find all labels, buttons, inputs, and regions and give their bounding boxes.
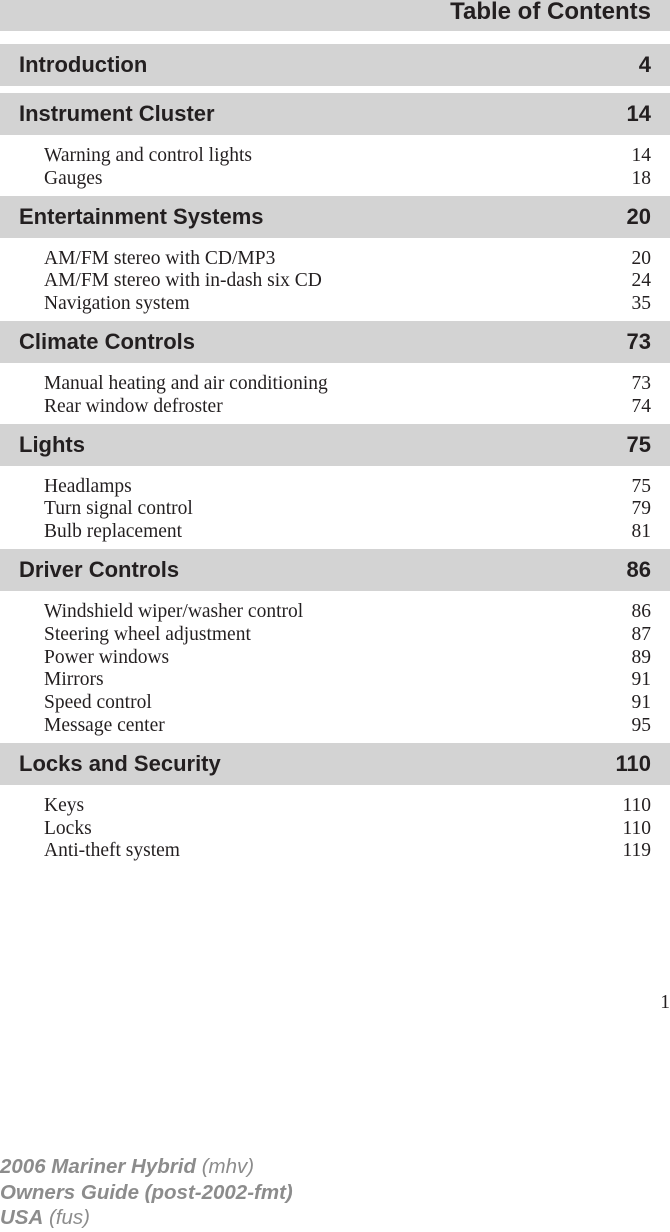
entry-page: 91 bbox=[631, 692, 651, 714]
entry-list bbox=[0, 591, 670, 743]
toc-entry[interactable] bbox=[44, 373, 651, 396]
section-header[interactable] bbox=[0, 743, 670, 785]
entry-page: 86 bbox=[631, 600, 651, 622]
footer-model-code: (mhv) bbox=[201, 1155, 255, 1178]
toc-entry[interactable] bbox=[44, 647, 651, 670]
entry-label: AM/FM stereo with in-dash six CD bbox=[44, 270, 322, 292]
toc-entry[interactable] bbox=[44, 396, 651, 419]
entry-label: Power windows bbox=[44, 646, 170, 668]
toc-entry[interactable] bbox=[44, 498, 651, 521]
footer-market-code: (fus) bbox=[49, 1206, 90, 1229]
entry-page: 79 bbox=[631, 498, 651, 520]
section-page: 75 bbox=[626, 431, 651, 457]
section-page: 4 bbox=[638, 52, 651, 77]
toc-entry[interactable] bbox=[44, 715, 651, 738]
toc-entry[interactable] bbox=[44, 521, 651, 544]
section-header[interactable] bbox=[0, 424, 670, 466]
section-title: Locks and Security bbox=[19, 750, 221, 776]
entry-page: 24 bbox=[631, 270, 651, 292]
section-title: Lights bbox=[19, 431, 85, 457]
page-title: Table of Contents bbox=[450, 0, 651, 25]
entry-page: 35 bbox=[631, 293, 651, 315]
entry-label: Bulb replacement bbox=[44, 521, 183, 543]
section-header[interactable] bbox=[0, 93, 670, 135]
section-title: Climate Controls bbox=[19, 328, 196, 354]
entry-page: 14 bbox=[631, 145, 651, 166]
entry-page: 89 bbox=[631, 646, 651, 668]
section-title: Driver Controls bbox=[19, 556, 180, 582]
entry-page: 119 bbox=[622, 840, 651, 862]
toc-entry[interactable] bbox=[44, 795, 651, 818]
toc-entry[interactable] bbox=[44, 248, 651, 271]
page-number: 1 bbox=[660, 992, 670, 1013]
footer-line-1 bbox=[0, 1154, 293, 1180]
toc-entry[interactable] bbox=[44, 840, 651, 863]
section-header[interactable] bbox=[0, 321, 670, 363]
toc-entry[interactable] bbox=[44, 476, 651, 499]
footer-line-3 bbox=[0, 1205, 293, 1231]
entry-label: Windshield wiper/washer control bbox=[44, 600, 304, 622]
entry-page: 91 bbox=[631, 669, 651, 691]
entry-page: 95 bbox=[631, 714, 651, 736]
entry-page: 81 bbox=[631, 521, 651, 543]
entry-label: Manual heating and air conditioning bbox=[44, 372, 328, 394]
entry-label: Mirrors bbox=[44, 669, 104, 691]
table-of-contents bbox=[0, 44, 670, 868]
footer-guide: Owners Guide (post-2002-fmt) bbox=[0, 1180, 293, 1204]
entry-label: Anti-theft system bbox=[44, 840, 180, 862]
entry-label: Steering wheel adjustment bbox=[44, 623, 251, 645]
entry-list bbox=[0, 466, 670, 549]
section-page: 73 bbox=[626, 328, 651, 354]
section-header[interactable] bbox=[0, 44, 670, 86]
entry-list bbox=[0, 363, 670, 424]
footer-line-2 bbox=[0, 1180, 293, 1206]
entry-label: Turn signal control bbox=[44, 498, 193, 520]
section-title: Instrument Cluster bbox=[19, 101, 215, 126]
section-header[interactable] bbox=[0, 196, 670, 238]
section-page: 86 bbox=[626, 556, 651, 582]
entry-label: Navigation system bbox=[44, 293, 190, 315]
section-title: Introduction bbox=[19, 52, 148, 77]
entry-page: 110 bbox=[622, 794, 651, 816]
entry-list bbox=[0, 785, 670, 868]
entry-label: Message center bbox=[44, 714, 165, 736]
toc-entry[interactable] bbox=[44, 692, 651, 715]
toc-entry[interactable] bbox=[44, 601, 651, 624]
entry-page: 74 bbox=[631, 395, 651, 417]
section-page: 14 bbox=[626, 101, 651, 126]
section-page: 110 bbox=[615, 750, 651, 776]
entry-page: 18 bbox=[631, 167, 651, 189]
section-page: 20 bbox=[626, 203, 651, 229]
toc-entry[interactable] bbox=[44, 624, 651, 647]
entry-list bbox=[0, 238, 670, 321]
toc-entry[interactable] bbox=[44, 293, 651, 316]
toc-entry[interactable] bbox=[44, 168, 651, 191]
entry-label: Rear window defroster bbox=[44, 395, 223, 417]
entry-label: Gauges bbox=[44, 167, 103, 189]
toc-entry[interactable] bbox=[44, 669, 651, 692]
entry-label: Headlamps bbox=[44, 475, 132, 497]
entry-page: 73 bbox=[631, 372, 651, 394]
entry-page: 20 bbox=[631, 247, 651, 269]
toc-entry[interactable] bbox=[44, 818, 651, 841]
footer-model: 2006 Mariner Hybrid bbox=[0, 1155, 196, 1178]
toc-entry[interactable] bbox=[44, 270, 651, 293]
toc-entry[interactable] bbox=[44, 145, 651, 168]
entry-list bbox=[0, 135, 670, 196]
entry-page: 110 bbox=[622, 817, 651, 839]
footer-market: USA bbox=[0, 1206, 44, 1229]
section-gap bbox=[0, 86, 670, 93]
entry-label: Warning and control lights bbox=[44, 145, 253, 166]
section-header[interactable] bbox=[0, 549, 670, 591]
entry-label: Speed control bbox=[44, 692, 152, 714]
footer bbox=[0, 1154, 293, 1231]
section-title: Entertainment Systems bbox=[19, 203, 264, 229]
entry-label: Keys bbox=[44, 794, 85, 816]
entry-label: Locks bbox=[44, 817, 92, 839]
entry-label: AM/FM stereo with CD/MP3 bbox=[44, 247, 276, 269]
entry-page: 87 bbox=[631, 623, 651, 645]
entry-page: 75 bbox=[631, 475, 651, 497]
